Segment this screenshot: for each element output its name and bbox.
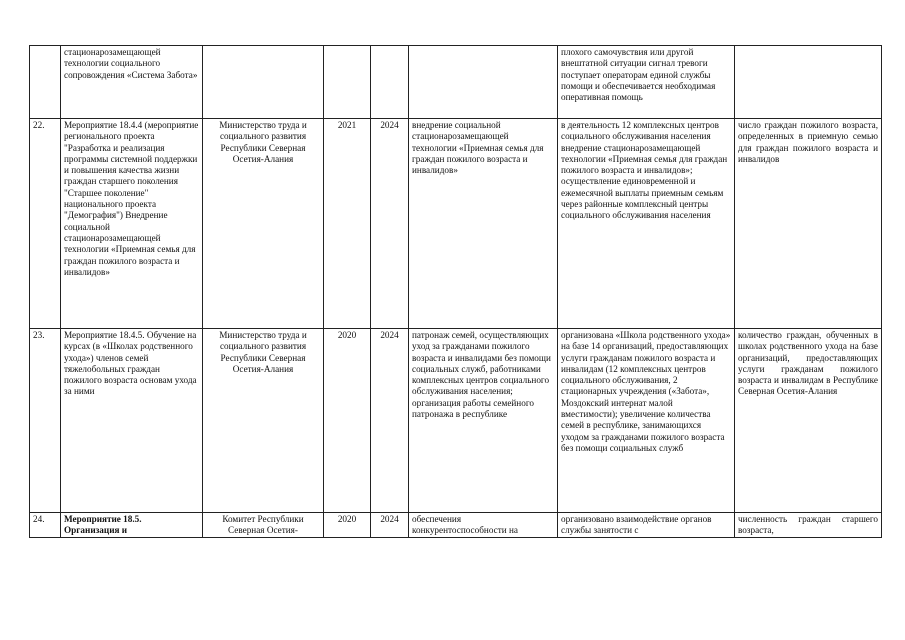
end-year-cell: 2024	[371, 329, 409, 513]
executor-cell	[203, 46, 324, 119]
measures-table	[29, 45, 882, 538]
row-number	[30, 46, 61, 119]
table-row	[30, 513, 882, 538]
row-number: 24.	[30, 513, 61, 538]
executor-cell: Министерство труда и социального развития Республики Северная Осетия-Алания	[203, 119, 324, 329]
implementation-cell: плохого самочувствия или другой внештатной ситуации сигнал тревоги поступает операторам единой службы помощи и обеспечивается необходимая оперативная помощь	[558, 46, 735, 119]
start-year-cell: 2020	[324, 329, 371, 513]
start-year-cell: 2020	[324, 513, 371, 538]
expected-result-cell: обеспечения конкурентоспособности на	[409, 513, 558, 538]
measure-cell: Мероприятие 18.4.4 (мероприятие регионального проекта "Разработка и реализация программы системной поддержки и повышения качества жизни граждан старшего поколения "Старшее поколение" национального проекта "Демография") Внедрение социальной стационарозамещающей технологии «Приемная семья для граждан пожилого возраста и инвалидов»	[61, 119, 203, 329]
start-year-cell	[324, 46, 371, 119]
expected-result-cell	[409, 46, 558, 119]
implementation-cell: организовано взаимодействие органов службы занятости с	[558, 513, 735, 538]
table-row	[30, 46, 882, 119]
measure-cell: стационарозамещающей технологии социального сопровождения «Система Забота»	[61, 46, 203, 119]
indicator-cell: количество граждан, обученных в школах родственного ухода на базе организаций, предоставляющих услуги гражданам пожилого возраста и инвалидам в Республике Северная Осетия-Алания	[735, 329, 882, 513]
indicator-cell	[735, 46, 882, 119]
table-row	[30, 119, 882, 329]
measure-cell: Мероприятие 18.5. Организация и	[61, 513, 203, 538]
end-year-cell	[371, 46, 409, 119]
start-year-cell: 2021	[324, 119, 371, 329]
row-number: 22.	[30, 119, 61, 329]
indicator-cell: численность граждан старшего возраста,	[735, 513, 882, 538]
implementation-cell: организована «Школа родственного ухода» на базе 14 организаций, предоставляющих услуги гражданам пожилого возраста и инвалидам (12 комплексных центров социального обслуживания, 2 стационарных учреждения («Забота», Моздокский интернат малой вместимости); увеличение количества семей в республике, занимающихся уходом за гражданами пожилого возраста без помощи социальных служб	[558, 329, 735, 513]
measure-cell: Мероприятие 18.4.5. Обучение на курсах (в «Школах родственного ухода») членов семей тяжелобольных граждан пожилого возраста основам ухода за ними	[61, 329, 203, 513]
end-year-cell: 2024	[371, 119, 409, 329]
table-row	[30, 329, 882, 513]
expected-result-cell: патронаж семей, осуществляющих уход за гражданами пожилого возраста и инвалидами без помощи социальных служб, работниками комплексных центров социального обслуживания населения; организация работы семейного патронажа в республике	[409, 329, 558, 513]
indicator-cell: число граждан пожилого возраста, определенных в приемную семью для граждан пожилого возраста и инвалидов	[735, 119, 882, 329]
executor-cell: Комитет Республики Северная Осетия-	[203, 513, 324, 538]
implementation-cell: в деятельность 12 комплексных центров социального обслуживания населения внедрение стационарозамещающей технологии «Приемная семья для граждан пожилого возраста и инвалидов»; осуществление единовременной и ежемесячной выплаты приемным семьям через районные комплексный центры социального обслуживания населения	[558, 119, 735, 329]
executor-cell: Министерство труда и социального развития Республики Северная Осетия-Алания	[203, 329, 324, 513]
end-year-cell: 2024	[371, 513, 409, 538]
expected-result-cell: внедрение социальной стационарозамещающей технологии «Приемная семья для граждан пожилого возраста и инвалидов»	[409, 119, 558, 329]
row-number: 23.	[30, 329, 61, 513]
